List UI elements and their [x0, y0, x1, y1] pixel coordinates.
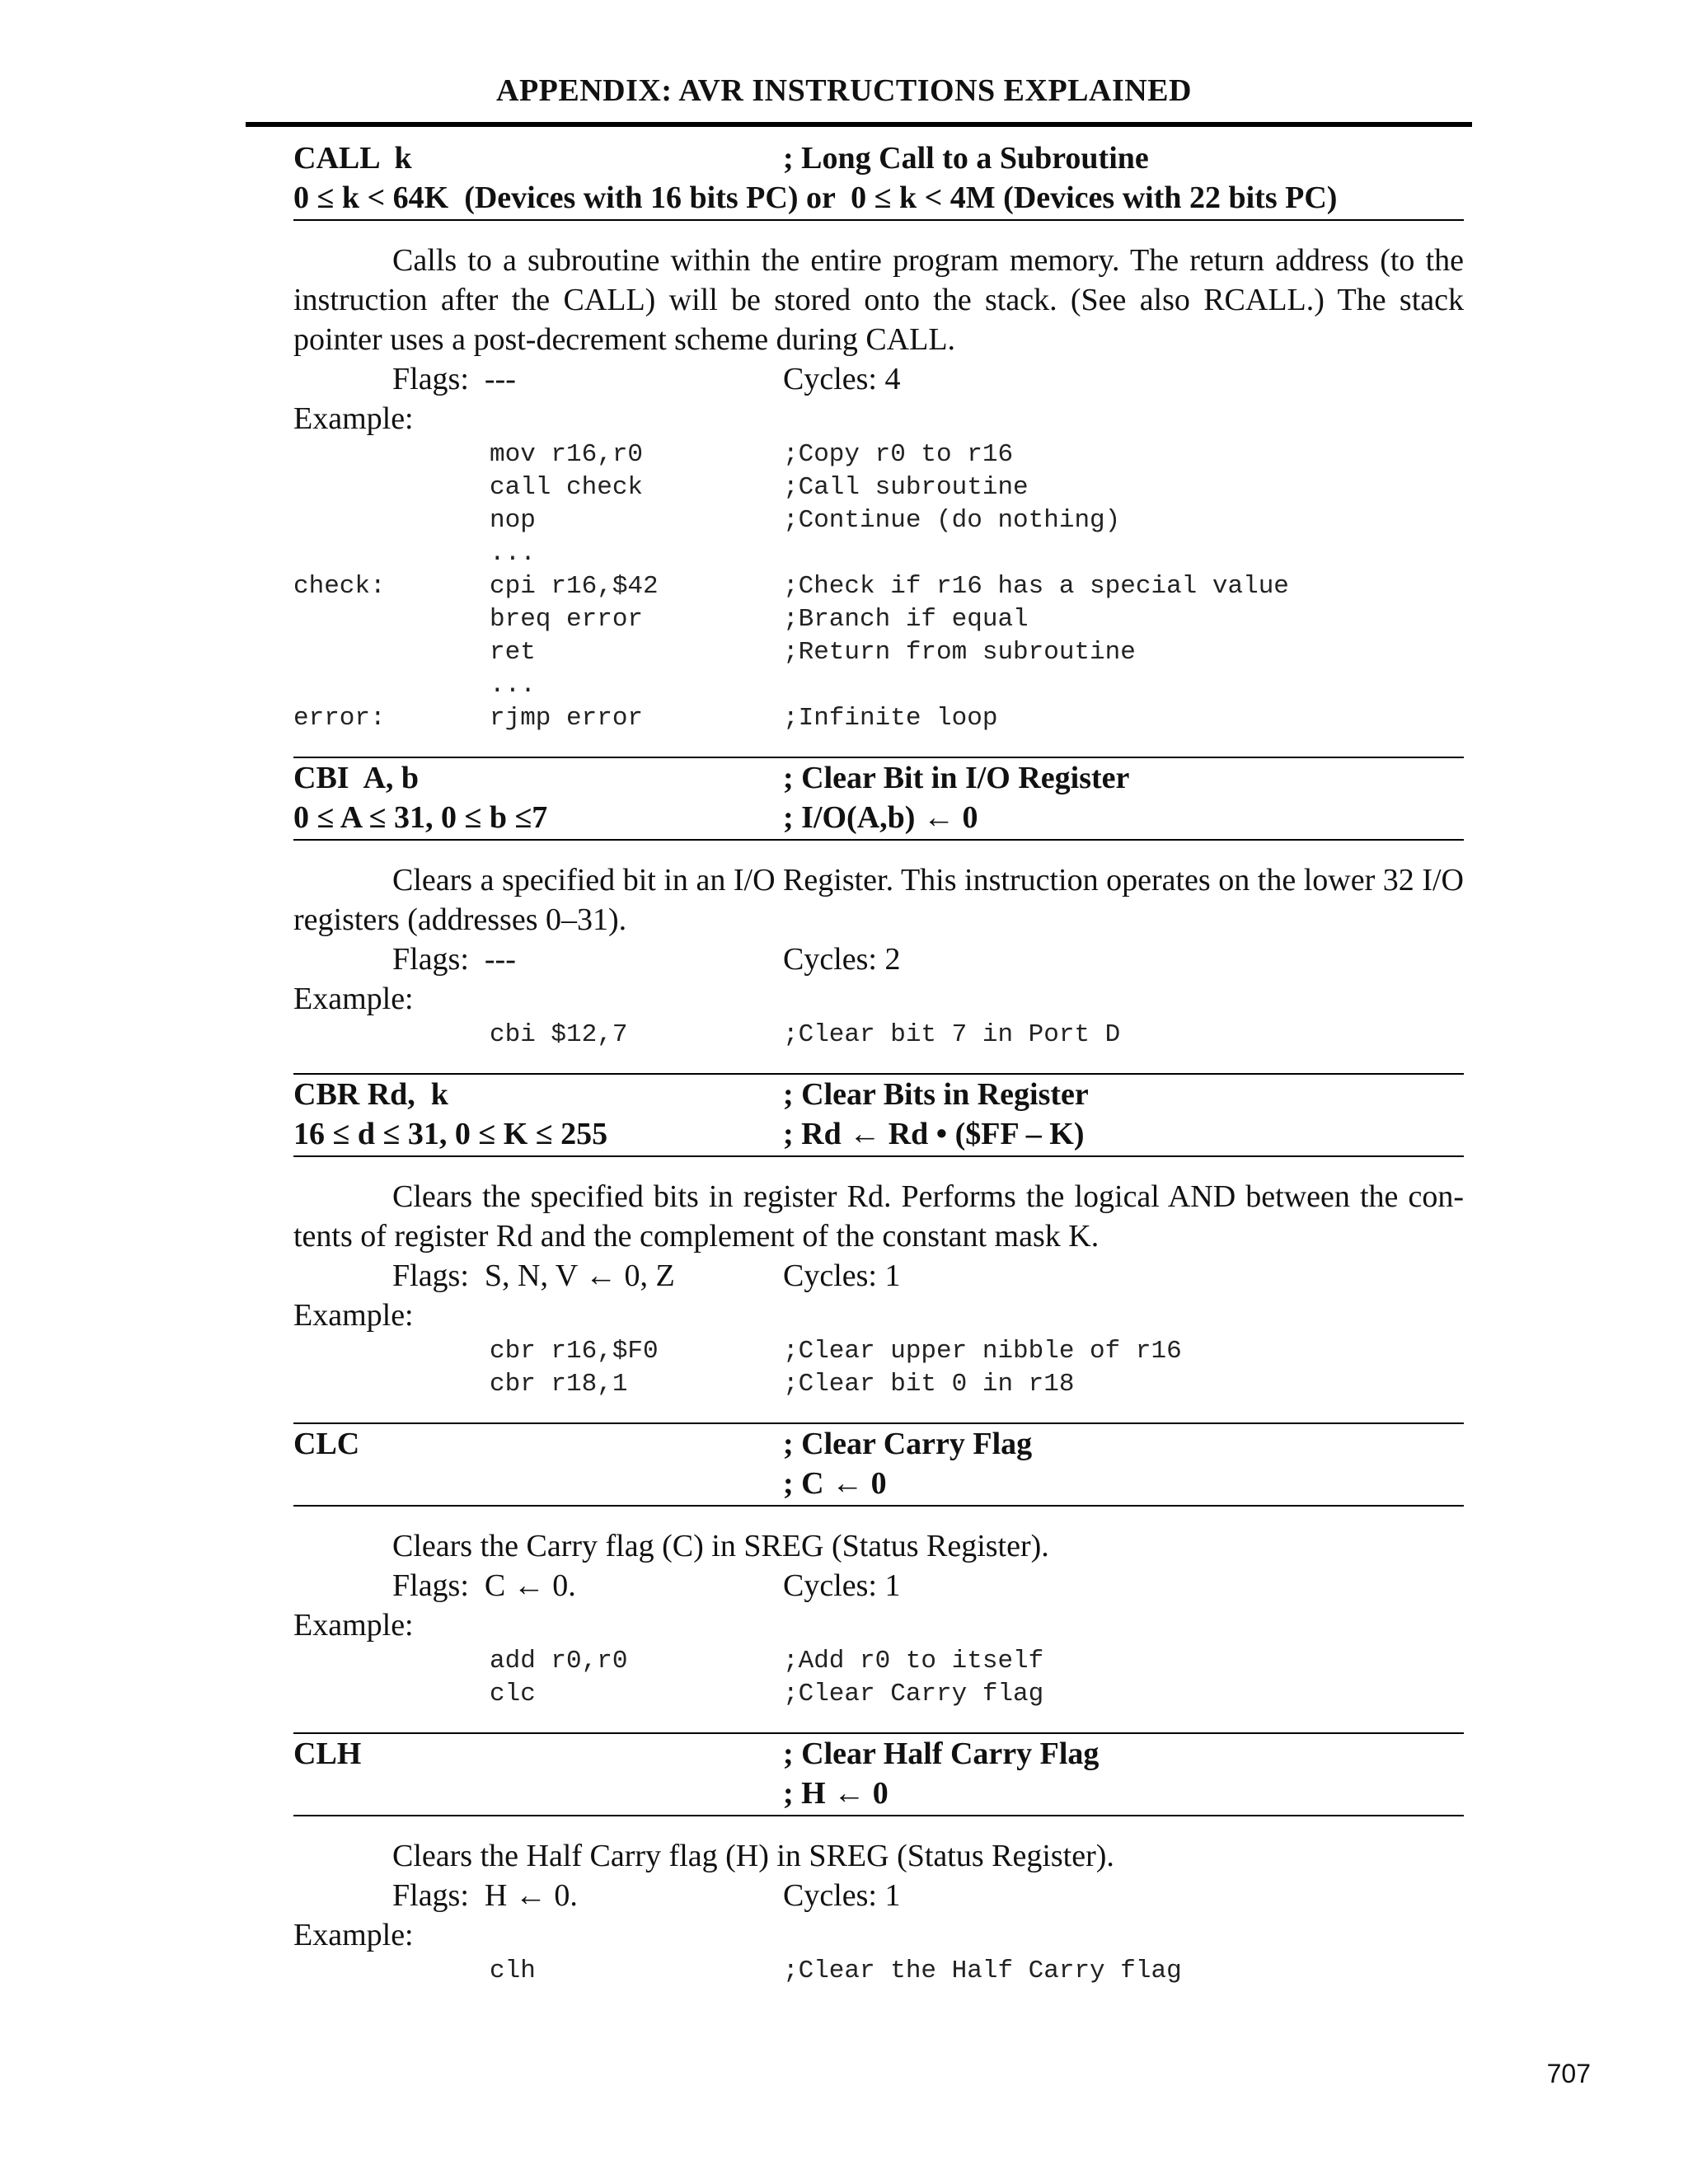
code-comment: ;Copy r0 to r16: [783, 440, 1014, 469]
code-line: [293, 1019, 1464, 1052]
code-instruction: cbr r18,1: [490, 1370, 628, 1399]
operation: ; H ← 0: [783, 1776, 889, 1811]
instruction-call: [293, 138, 1464, 735]
instruction-description: Clears the Carry flag (C) in SREG (Status Register).: [392, 1529, 1049, 1563]
code-instruction: cbi $12,7: [490, 1020, 628, 1049]
operand-range: [293, 1464, 783, 1503]
code-comment: ;Continue (do nothing): [783, 506, 1121, 535]
page-number: 707: [1546, 2059, 1591, 2088]
code-line: [293, 1955, 1464, 1988]
instruction-description: Calls to a subroutine within the entire program memory. The return address (to the instruction after the CALL) will be stored onto the stack. (See also RCALL.) The stack pointer uses a post-decrement scheme during CALL.: [293, 243, 1464, 357]
instruction-summary: ; Clear Half Carry Flag: [783, 1736, 1100, 1771]
code-example: [293, 1955, 1464, 1988]
code-instruction: ...: [490, 671, 536, 700]
code-label: [293, 1368, 490, 1401]
code-label: check:: [293, 572, 386, 601]
operation: ; I/O(A,b) ← 0: [783, 800, 978, 835]
operand-range: 16 ≤ d ≤ 31, 0 ≤ K ≤ 255: [293, 1117, 608, 1151]
code-instruction: ...: [490, 539, 536, 568]
heading-row: [293, 1424, 1464, 1464]
code-example: [293, 1335, 1464, 1401]
code-instruction: call check: [490, 473, 644, 502]
cycles-text: Cycles: 1: [783, 1878, 901, 1913]
code-instruction: ret: [490, 638, 536, 667]
instruction-summary: ; Clear Bits in Register: [783, 1077, 1089, 1112]
header-rule: [246, 122, 1472, 127]
heading-row: [293, 758, 1464, 798]
flags-cycles-line: [293, 359, 1464, 399]
instruction-summary: ; Long Call to a Subroutine: [783, 141, 1149, 176]
code-line: [293, 504, 1464, 537]
operation: ; Rd ← Rd • ($FF – K): [783, 1117, 1085, 1151]
instruction-cbr: [293, 1073, 1464, 1401]
page-content: [293, 138, 1464, 1988]
instruction-syntax: CLH: [293, 1736, 362, 1771]
section-gap: [293, 1711, 1464, 1732]
code-label: [293, 603, 490, 636]
code-example: [293, 438, 1464, 735]
heading-row: [293, 1774, 1464, 1813]
example-label: Example:: [293, 1298, 414, 1333]
code-line: [293, 669, 1464, 702]
code-comment: ;Clear bit 0 in r18: [783, 1370, 1075, 1399]
code-label: [293, 471, 490, 504]
code-label: [293, 438, 490, 471]
instruction-syntax: CBR Rd, k: [293, 1077, 448, 1112]
code-comment: ;Infinite loop: [783, 704, 998, 733]
instruction-syntax: CBI A, b: [293, 761, 420, 795]
heading-row: [293, 178, 1464, 218]
code-comment: ;Clear upper nibble of r16: [783, 1337, 1182, 1366]
code-instruction: clc: [490, 1680, 536, 1708]
code-instruction: mov r16,r0: [490, 440, 644, 469]
code-line: [293, 1678, 1464, 1711]
code-label: [293, 669, 490, 702]
instruction-summary: ; Clear Bit in I/O Register: [783, 761, 1130, 795]
code-line: [293, 1335, 1464, 1368]
instruction-description: Clears the specified bits in register Rd. Performs the logical AND between the con- tents of register Rd and the complement of the constant mask K.: [293, 1179, 1464, 1254]
code-line: [293, 1368, 1464, 1401]
code-line: [293, 570, 1464, 603]
code-label: [293, 1019, 490, 1052]
code-label: [293, 1678, 490, 1711]
code-label: [293, 504, 490, 537]
instruction-description: Clears a specified bit in an I/O Register. This instruction operates on the lower 32 I/O registers (addresses 0–31).: [293, 863, 1464, 937]
code-instruction: cpi r16,$42: [490, 572, 659, 601]
instruction-cbi: [293, 757, 1464, 1052]
cycles-text: Cycles: 1: [783, 1568, 901, 1603]
instruction-heading: [293, 757, 1464, 841]
code-label: [293, 1335, 490, 1368]
instruction-clc: [293, 1422, 1464, 1711]
instruction-heading: [293, 1073, 1464, 1157]
code-comment: ;Add r0 to itself: [783, 1647, 1044, 1675]
code-example: [293, 1019, 1464, 1052]
heading-row: [293, 138, 1464, 178]
instruction-syntax: CLC: [293, 1427, 360, 1461]
code-instruction: breq error: [490, 605, 644, 634]
flags-text: Flags: S, N, V ← 0, Z: [392, 1258, 675, 1293]
code-line: [293, 603, 1464, 636]
code-line: [293, 471, 1464, 504]
cycles-text: Cycles: 2: [783, 942, 901, 977]
code-label: [293, 1955, 490, 1988]
code-line: [293, 702, 1464, 735]
operand-range: [293, 1774, 783, 1813]
section-gap: [293, 735, 1464, 757]
flags-cycles-line: [293, 1876, 1464, 1915]
operand-range: 0 ≤ A ≤ 31, 0 ≤ b ≤7: [293, 800, 548, 835]
section-gap: [293, 1052, 1464, 1073]
heading-row: [293, 1734, 1464, 1774]
flags-text: Flags: H ← 0.: [392, 1878, 578, 1913]
example-label: Example:: [293, 1918, 414, 1952]
heading-row: [293, 1075, 1464, 1114]
operation: ; C ← 0: [783, 1466, 887, 1501]
instruction-clh: [293, 1732, 1464, 1988]
code-comment: ;Check if r16 has a special value: [783, 572, 1289, 601]
flags-cycles-line: [293, 940, 1464, 979]
code-comment: ;Branch if equal: [783, 605, 1029, 634]
code-label: error:: [293, 704, 386, 733]
cycles-text: Cycles: 4: [783, 362, 901, 396]
flags-text: Flags: ---: [392, 362, 516, 396]
code-label: [293, 636, 490, 669]
flags-cycles-line: [293, 1566, 1464, 1605]
code-instruction: nop: [490, 506, 536, 535]
example-label: Example:: [293, 982, 414, 1016]
instruction-summary: ; Clear Carry Flag: [783, 1427, 1033, 1461]
code-comment: ;Clear the Half Carry flag: [783, 1957, 1182, 1985]
code-label: [293, 537, 490, 570]
code-instruction: cbr r16,$F0: [490, 1337, 659, 1366]
flags-cycles-line: [293, 1256, 1464, 1296]
code-comment: ;Call subroutine: [783, 473, 1029, 502]
instruction-description: Clears the Half Carry flag (H) in SREG (Status Register).: [392, 1839, 1114, 1873]
code-line: [293, 438, 1464, 471]
code-example: [293, 1645, 1464, 1711]
code-instruction: add r0,r0: [490, 1647, 628, 1675]
code-comment: ;Clear Carry flag: [783, 1680, 1044, 1708]
code-line: [293, 636, 1464, 669]
instruction-heading: [293, 138, 1464, 221]
code-instruction: rjmp error: [490, 704, 644, 733]
heading-row: [293, 1464, 1464, 1503]
example-label: Example:: [293, 401, 414, 436]
cycles-text: Cycles: 1: [783, 1258, 901, 1293]
heading-row: [293, 1114, 1464, 1154]
instruction-syntax: CALL k: [293, 141, 412, 176]
flags-text: Flags: ---: [392, 942, 516, 977]
code-instruction: clh: [490, 1957, 536, 1985]
code-comment: ;Clear bit 7 in Port D: [783, 1020, 1121, 1049]
section-gap: [293, 1401, 1464, 1422]
heading-row: [293, 798, 1464, 837]
code-line: [293, 537, 1464, 570]
code-label: [293, 1645, 490, 1678]
example-label: Example:: [293, 1608, 414, 1643]
code-line: [293, 1645, 1464, 1678]
instruction-heading: [293, 1422, 1464, 1507]
operand-range: 0 ≤ k < 64K (Devices with 16 bits PC) or 0 ≤ k < 4M (Devices with 22 bits PC): [293, 180, 1338, 215]
code-comment: ;Return from subroutine: [783, 638, 1136, 667]
flags-text: Flags: C ← 0.: [392, 1568, 576, 1603]
instruction-heading: [293, 1732, 1464, 1816]
page-header: APPENDIX: AVR INSTRUCTIONS EXPLAINED: [496, 73, 1192, 108]
